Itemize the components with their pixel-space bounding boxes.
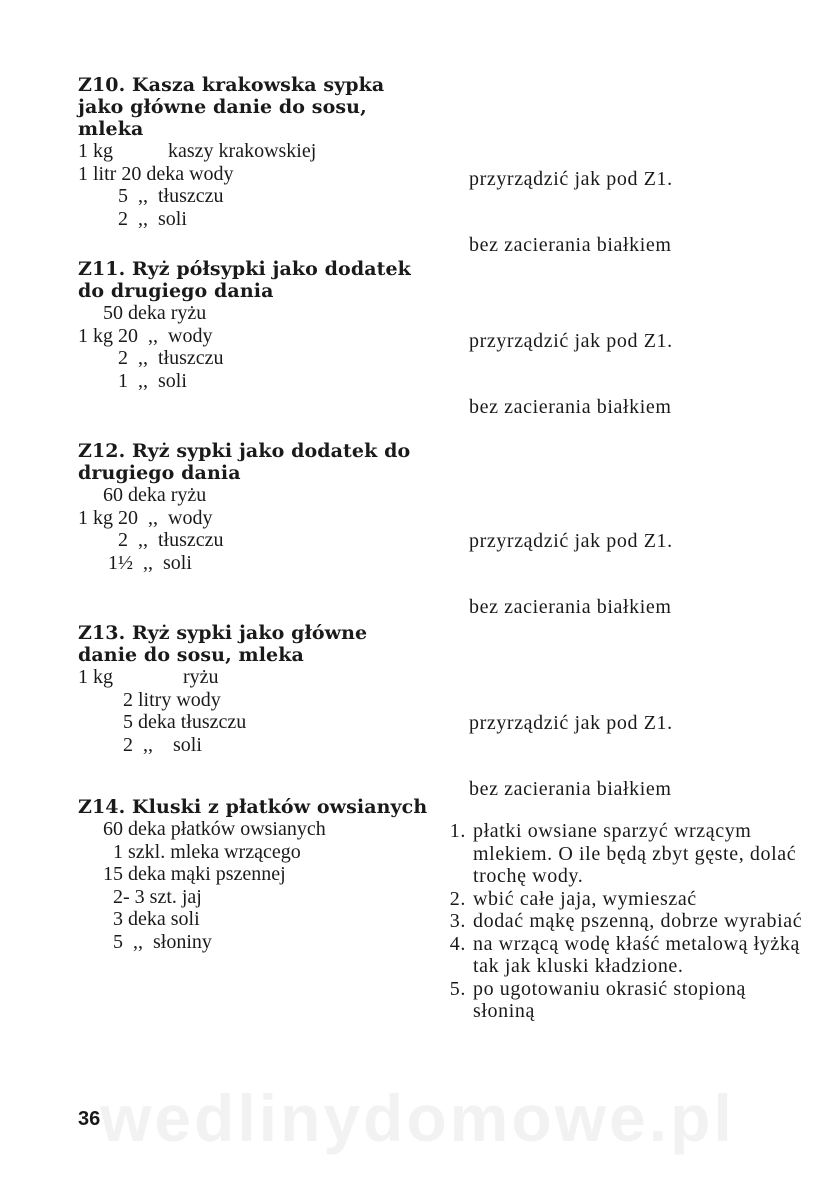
recipe-title: Z14. Kluski z płatków owsianych [78,796,428,818]
step-text: płatki owsiane sparzyć wrzącym mlekiem. O ile będą zbyt gęste, dolać trochę wody. [473,820,797,887]
ingredient-line: 1 szkl. mleka wrzącego [78,840,301,863]
instruction-line: przyrządzić jak pod Z1. [469,330,673,352]
instruction-line: przyrządzić jak pod Z1. [469,712,673,734]
step-number: 2. [449,887,466,910]
page-number: 36 [78,1108,101,1130]
instruction-line: bez zacierania białkiem [469,234,672,256]
recipe-title: Z12. Ryż sypki jako dodatek do drugiego dania [78,440,411,484]
step-text: na wrzącą wodę kłaść metalową łyżką tak jak kluski kładzione. [473,932,800,977]
list-item [434,933,804,978]
ingredient-list [78,484,418,574]
recipe-z11 [78,258,778,418]
ingredient-line: 2- 3 szt. jaj [78,885,202,908]
list-item [434,820,804,888]
instruction-line: bez zacierania białkiem [469,396,672,418]
step-list [434,820,804,1023]
step-number: 3. [449,910,466,932]
ingredient-line: 1 litr 20 deka wody [78,162,234,185]
instruction-line: bez zacierania białkiem [469,596,672,618]
ingredient-line: 1 kg 20 ,, wody [78,324,213,347]
step-number: 1. [449,820,466,842]
ingredient-line: 60 deka ryżu [78,484,207,506]
recipe-z10 [78,74,778,256]
list-item [434,910,804,933]
ingredient-list [78,818,438,953]
step-text: dodać mąkę pszenną, dobrze wyrabiać [473,910,803,932]
ingredient-line: 2 ,, soli [78,207,187,230]
ingredient-list [78,302,418,392]
recipe-title: Z11. Ryż półsypki jako dodatek do drugiego dania [78,258,411,302]
ingredient-line: 3 deka soli [78,908,200,930]
ingredient-line: 15 deka mąki pszennej [78,863,286,885]
ingredient-line: 1 kg ryżu [78,666,219,688]
ingredient-line: 1 ,, soli [78,369,187,392]
ingredient-line: 2 litry wody [78,688,221,711]
ingredient-line: 60 deka płatków owsianych [78,818,326,840]
list-item [434,888,804,911]
ingredient-line: 2 ,, tłuszczu [78,529,224,551]
step-number: 5. [449,977,466,1000]
list-item [434,978,804,1023]
ingredient-line: 5 ,, słoniny [78,930,212,953]
ingredient-line: 2 ,, tłuszczu [78,347,224,369]
recipe-z14 [78,796,803,1022]
instruction-line: bez zacierania białkiem [469,778,672,800]
ingredient-line: 5 deka tłuszczu [78,711,247,733]
step-text: po ugotowaniu okrasić stopioną słoniną [473,977,746,1022]
step-number: 4. [449,932,466,955]
ingredient-list [78,140,418,230]
instruction-line: przyrządzić jak pod Z1. [469,530,673,552]
ingredient-list [78,666,418,756]
step-text: wbić całe jaja, wymieszać [473,887,697,910]
ingredient-line: 5 ,, tłuszczu [78,185,224,207]
ingredient-line: 1 kg 20 ,, wody [78,506,213,529]
recipe-z13 [78,622,778,800]
watermark: wedlinydomowe.pl [100,1081,735,1155]
ingredient-line: 2 ,, soli [78,733,202,756]
instruction-line: przyrządzić jak pod Z1. [469,168,673,190]
ingredient-line: 1½ ,, soli [78,551,192,574]
ingredient-line: 1 kg kaszy krakowskiej [78,140,317,162]
ingredient-line: 50 deka ryżu [78,302,207,324]
recipe-title: Z10. Kasza krakowska sypka jako główne danie do sosu, mleka [78,74,385,140]
recipe-z12 [78,440,778,618]
recipe-title: Z13. Ryż sypki jako główne danie do sosu, mleka [78,622,368,666]
instructions [469,286,673,462]
